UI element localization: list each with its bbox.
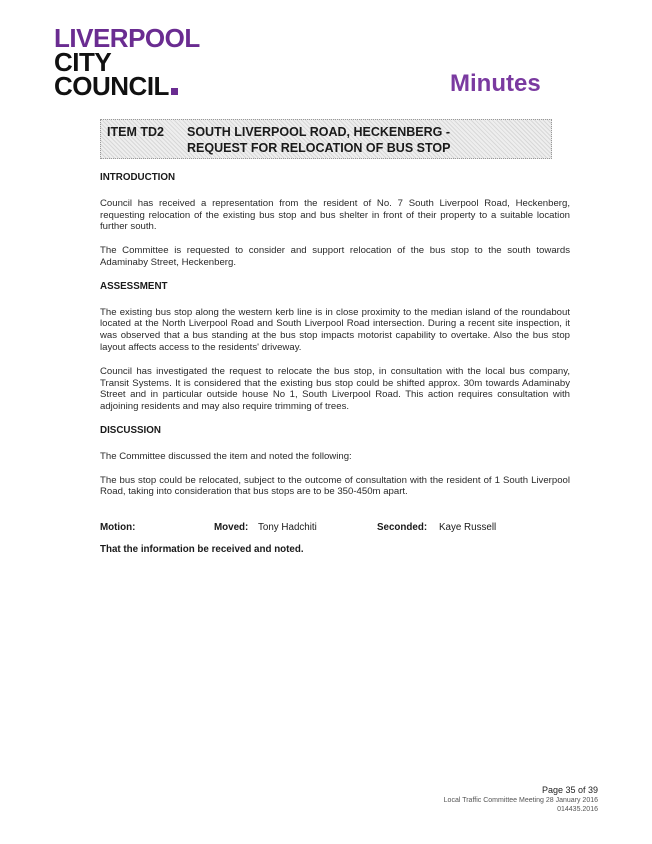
assessment-paragraph-2: Council has investigated the request to relocate the bus stop, in consultation with the local bus company, Transit Systems. It is considered that the existing bus stop could be shifted approx. 30m towards Adaminaby Street and in particular outside house No 1, South Liverpool Road. This action requires consultation with adjoining residents and may also require trimming of trees. [100, 365, 570, 413]
document-reference: 014435.2016 [557, 806, 598, 813]
council-logo [54, 23, 200, 101]
item-title [187, 125, 450, 156]
seconded-label: Seconded: [377, 522, 428, 534]
discussion-paragraph-1: The Committee discussed the item and noted the following: [100, 450, 352, 462]
item-title-line-1: SOUTH LIVERPOOL ROAD, HECKENBERG - [187, 125, 450, 139]
logo-line-3-text: COUNCIL [54, 71, 169, 101]
logo-line-3 [54, 71, 200, 101]
logo-line-2: CITY [54, 47, 112, 77]
moved-label: Moved: [214, 522, 249, 534]
motion-row [100, 522, 570, 536]
item-header-box [100, 119, 552, 159]
discussion-paragraph-2: The bus stop could be relocated, subject to the outcome of consultation with the resident of 1 South Liverpool Road, taking into consideration that bus stops are to be 350-450m apart. [100, 474, 570, 498]
item-code: ITEM TD2 [107, 125, 164, 139]
introduction-paragraph-1: Council has received a representation from the resident of No. 7 South Liverpool Road, Heckenberg, requesting relocation of the existing bus stop and bus shelter in front of their property to a suitable location further south. [100, 197, 570, 233]
item-title-line-2: REQUEST FOR RELOCATION OF BUS STOP [187, 140, 451, 155]
minutes-body [100, 172, 570, 556]
logo-line-1: LIVERPOOL [54, 23, 200, 53]
logo-dot-icon [171, 88, 178, 95]
document-type-title: Minutes [450, 70, 541, 97]
meeting-reference: Local Traffic Committee Meeting 28 January 2016 [443, 797, 598, 804]
introduction-heading: INTRODUCTION [100, 172, 176, 183]
moved-by: Tony Hadchiti [258, 522, 317, 534]
resolution-text: That the information be received and noted. [100, 544, 304, 556]
page-number: Page 35 of 39 [541, 785, 598, 795]
introduction-paragraph-2: The Committee is requested to consider and support relocation of the bus stop to the south towards Adaminaby Street, Heckenberg. [100, 245, 570, 268]
assessment-heading: ASSESSMENT [100, 280, 168, 292]
seconded-by: Kaye Russell [439, 522, 497, 534]
motion-label: Motion: [100, 522, 136, 534]
discussion-heading: DISCUSSION [100, 424, 161, 436]
assessment-paragraph-1: The existing bus stop along the western kerb line is in close proximity to the median island of the roundabout located at the North Liverpool Road and South Liverpool Road intersection. During a recent site inspection, it was observed that a bus standing at the bus stop impacts motorist capability to overtake. Also the bus stop layout affects access to the residents' driveway. [100, 306, 570, 353]
page-footer [444, 785, 598, 814]
